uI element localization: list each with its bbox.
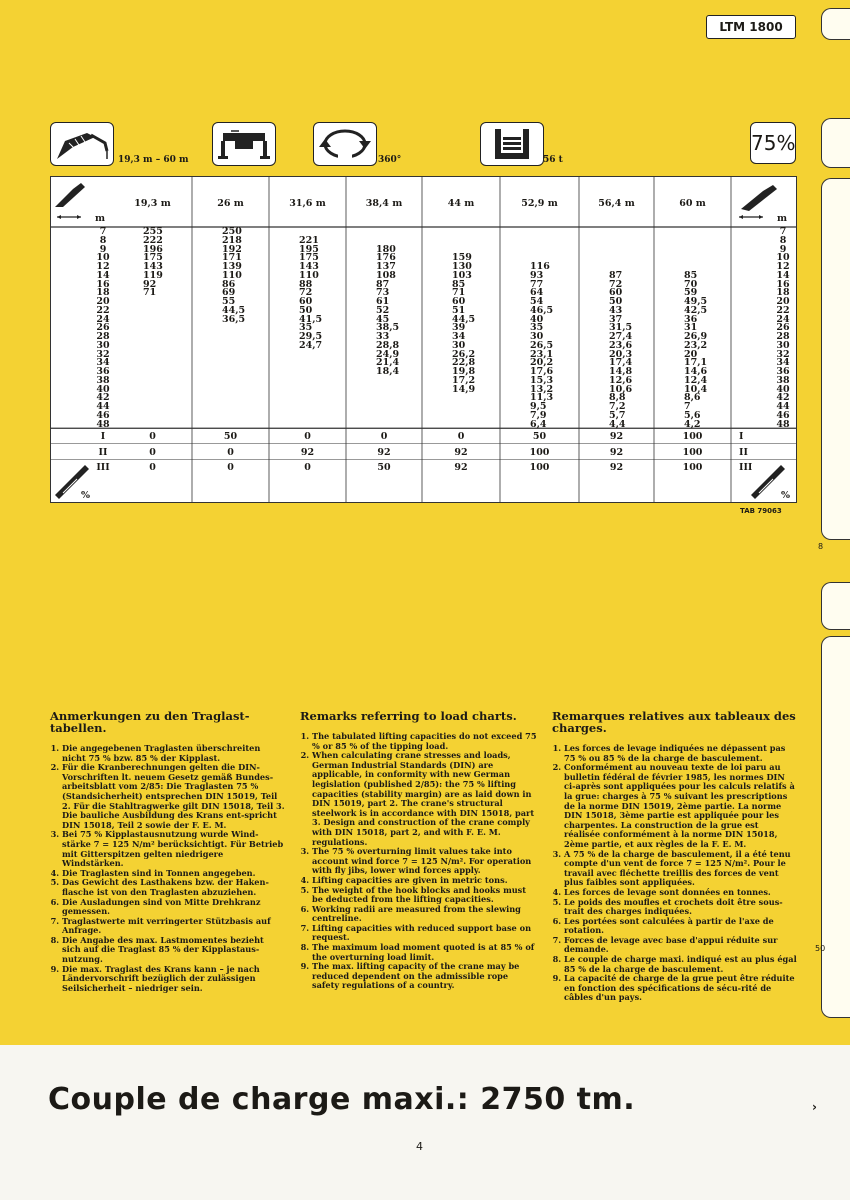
- load-value: 70: [684, 278, 698, 290]
- radius-value-right: 22: [776, 304, 790, 316]
- load-value: 137: [376, 261, 396, 272]
- load-value: 13,2: [530, 383, 554, 395]
- counterweight-icon-box: [480, 122, 544, 166]
- remarks-en-item: 9. The max. lifting capacity of the crane may be reduced dependent on the admissible rope safety regulations of a country.: [312, 962, 538, 991]
- load-value: 19,8: [452, 366, 476, 377]
- boom-length-label: 19,3 m – 60 m: [118, 155, 189, 165]
- load-value: 176: [376, 252, 396, 264]
- load-value: 52: [376, 304, 390, 316]
- telescope-section-label-right: I: [739, 431, 744, 443]
- load-value: 7,9: [530, 409, 547, 421]
- slewing-icon: [314, 123, 376, 165]
- load-value: 26,5: [530, 339, 554, 351]
- slewing-label: 360°: [378, 155, 402, 165]
- boom-length-header: 44 m: [447, 198, 475, 209]
- load-value: 171: [222, 252, 242, 264]
- load-value: 196: [143, 243, 163, 255]
- telescope-percent-value: 100: [682, 446, 703, 458]
- load-value: 17,4: [609, 357, 633, 369]
- boom-length-header: 26 m: [217, 198, 244, 209]
- radius-value-right: 26: [776, 322, 790, 334]
- load-value: 17,1: [684, 357, 708, 369]
- load-value: 61: [376, 296, 390, 307]
- load-value: 49,5: [684, 296, 708, 307]
- edge-mark-8: 8: [818, 542, 824, 551]
- load-value: 108: [376, 269, 396, 281]
- radius-value-right: 38: [776, 374, 790, 386]
- remarks-german-list: [50, 744, 285, 993]
- remarks-english-title: Remarks referring to load charts.: [300, 709, 517, 723]
- load-value: 29,5: [299, 331, 323, 342]
- edge-tab-middle: [821, 582, 850, 630]
- remarks-fr-item: 6. Les portées sont calculées à partir de l'axe de rotation.: [564, 917, 797, 936]
- radius-value-right: 48: [776, 418, 790, 430]
- load-value: 26,9: [684, 331, 708, 342]
- radius-value-left: 16: [96, 278, 110, 290]
- load-value: 42,5: [684, 304, 708, 316]
- load-value: 8,8: [609, 392, 626, 404]
- outrigger-icon: [213, 123, 275, 165]
- load-value: 87: [376, 278, 390, 290]
- load-value: 64: [530, 287, 544, 299]
- radius-value-right: 24: [776, 313, 790, 325]
- load-value: 21,4: [376, 357, 400, 369]
- radius-value-right: 30: [776, 339, 790, 351]
- counterweight-label: 56 t: [543, 155, 563, 165]
- load-value: 24,7: [299, 339, 323, 351]
- load-value: 44,5: [222, 304, 246, 316]
- telescope-percent-value: 92: [609, 462, 624, 474]
- telescope-section-label-right: II: [739, 446, 748, 458]
- telescope-percent-value: 0: [149, 446, 156, 458]
- load-value: 72: [609, 278, 623, 290]
- boom-length-header: 38,4 m: [365, 198, 403, 209]
- load-value: 110: [222, 269, 242, 281]
- load-value: 17,6: [530, 366, 554, 377]
- load-value: 60: [299, 296, 313, 307]
- load-value: 71: [452, 287, 466, 299]
- load-value: 15,3: [530, 374, 554, 386]
- radius-value-right: 12: [776, 261, 790, 272]
- radius-value-left: 10: [96, 252, 110, 264]
- radius-crane-icon-right: [739, 185, 777, 219]
- percent-badge: 75%: [750, 122, 796, 164]
- radius-value-right: 46: [776, 409, 790, 421]
- telescope-percent-value: 0: [149, 462, 156, 474]
- telescope-percent-value: 100: [682, 431, 703, 443]
- load-value: 218: [222, 234, 242, 246]
- load-value: 20: [684, 348, 698, 360]
- load-value: 38,5: [376, 322, 400, 334]
- radius-value-right: 7: [779, 226, 787, 237]
- telescope-percent-value: 0: [457, 431, 465, 443]
- remarks-en-item: 3. The 75 % overturning limit values take into account wind force 7 = 125 N/m². For operation with fly jibs, lower wind forces apply.: [312, 847, 538, 876]
- radius-value-right: 32: [776, 348, 790, 360]
- remarks-french-title: Remarques relatives aux tableaux des charges.: [552, 709, 796, 735]
- radius-value-left: 8: [99, 234, 107, 246]
- load-value: 23,1: [530, 348, 554, 360]
- remarks-de-item: 6. Die Ausladungen sind von Mitte Drehkranz gemessen.: [62, 898, 285, 917]
- load-value: 23,2: [684, 339, 708, 351]
- radius-value-left: 7: [99, 226, 107, 237]
- radius-value-left: 28: [96, 331, 110, 342]
- edge-tab-icons: [821, 118, 850, 168]
- load-value: 175: [299, 252, 319, 264]
- radius-value-left: 46: [96, 409, 110, 421]
- load-value: 5,7: [609, 409, 626, 421]
- telescope-percent-value: 92: [377, 446, 391, 458]
- telescope-percent-value: 100: [682, 462, 703, 474]
- load-value: 14,9: [452, 383, 476, 395]
- load-value: 85: [452, 278, 466, 290]
- radius-value-left: 18: [96, 287, 110, 299]
- radius-value-left: 48: [96, 418, 110, 430]
- load-value: 87: [609, 269, 623, 281]
- load-value: 43: [609, 304, 623, 316]
- remarks-german-title: Anmerkungen zu den Traglast-tabellen.: [50, 709, 250, 735]
- load-value: 60: [609, 287, 623, 299]
- telescope-percent-value: 0: [380, 431, 388, 443]
- load-value: 110: [299, 269, 319, 281]
- load-value: 22,8: [452, 357, 476, 369]
- radius-value-right: 28: [776, 331, 790, 342]
- radius-crane-icon: [55, 183, 85, 219]
- telescope-percent-value: 92: [454, 446, 468, 458]
- telescope-section-label-right: III: [739, 462, 753, 474]
- load-value: 11,3: [530, 392, 554, 404]
- load-value: 143: [143, 261, 163, 272]
- load-value: 116: [530, 261, 550, 272]
- radius-value-right: 18: [776, 287, 790, 299]
- remarks-fr-item: 3. A 75 % de la charge de basculement, il a été tenu compte d'un vent de force 7 = 125 N/m². Pour le travail avec fléchette treillis des forces de vent plus faibles sont appliquées.: [564, 850, 797, 888]
- load-value: 92: [143, 278, 157, 290]
- load-value: 119: [143, 269, 163, 281]
- radius-value-right: 42: [776, 392, 790, 404]
- load-value: 143: [299, 261, 319, 272]
- remarks-en-item: 2. When calculating crane stresses and loads, German Industrial Standards (DIN) are applicable, in conformity with new German legislation (published 2/85): the 75 % lifting capacities (stability margin) are as laid down in DIN 15019, part 2. The crane's structural steelwork is in accordance with DIN 15018, part 3. Design and construction of the crane comply with DIN 15018, part 2, and with F. E. M. regulations.: [312, 751, 538, 847]
- telescope-percent-value: 92: [454, 462, 468, 474]
- load-value: 28,8: [376, 339, 400, 351]
- edge-tab-top: [821, 8, 850, 40]
- telescope-section-label: II: [98, 446, 108, 458]
- radius-value-left: 22: [96, 304, 110, 316]
- load-value: 24,9: [376, 348, 400, 360]
- radius-value-right: 9: [779, 243, 787, 255]
- boom-length-header: 56,4 m: [598, 198, 635, 209]
- percent-unit-label: %: [81, 490, 91, 501]
- radius-value-left: 9: [99, 243, 107, 255]
- remarks-en-item: 7. Lifting capacities with reduced support base on request.: [312, 924, 538, 943]
- telescope-percent-value: 0: [227, 446, 234, 458]
- radius-value-right: 16: [776, 278, 790, 290]
- remarks-fr-item: 9. La capacité de charge de la grue peut être réduite en fonction des spécifications de sécu-rité de câbles d'un pays.: [564, 974, 797, 1003]
- load-value: 23,6: [609, 339, 633, 351]
- remarks-en-item: 6. Working radii are measured from the slewing centreline.: [312, 905, 538, 924]
- remarks-de-item: 3. Bei 75 % Kipplastausnutzung wurde Wind-stärke 7 = 125 N/m² berücksichtigt. Für Betrieb mit Gitterspitzen gelten niedrigere Windstärken.: [62, 830, 285, 868]
- remarks-english-list: [300, 732, 538, 991]
- load-value: 250: [222, 226, 242, 237]
- load-value: 180: [376, 243, 396, 255]
- remarks-de-item: 2. Für die Kranberechnungen gelten die DIN-Vorschriften lt. neuem Gesetz gemäß Bundes-arbeitsblatt vom 2/85: Die Traglasten 75 % (Standsicherheit) entsprechen DIN 15019, Teil 2. Für die Stahltragwerke gilt DIN 15018, Teil 3. Die bauliche Ausbildung des Krans ent-spricht DIN 15018, Teil 2 sowie der F. E. M.: [62, 763, 285, 830]
- load-value: 71: [143, 287, 157, 299]
- edge-tab-table: [821, 178, 850, 540]
- remarks-german: [50, 710, 285, 993]
- load-chart-table: [50, 176, 797, 503]
- radius-value-left: 38: [96, 374, 110, 386]
- radius-value-right: 40: [776, 383, 790, 395]
- load-value: 35: [299, 322, 313, 334]
- load-value: 14,8: [609, 366, 633, 377]
- radius-value-right: 34: [776, 357, 790, 369]
- load-value: 139: [222, 261, 242, 272]
- radius-value-left: 14: [96, 269, 110, 281]
- load-value: 130: [452, 261, 472, 272]
- load-value: 6,4: [530, 418, 547, 430]
- load-value: 222: [143, 234, 163, 246]
- load-value: 93: [530, 269, 544, 281]
- telescope-percent-value: 50: [532, 431, 547, 443]
- load-value: 27,4: [609, 331, 633, 342]
- edge-mark-50: 50: [815, 944, 826, 953]
- load-value: 30: [452, 339, 466, 351]
- radius-value-right: 8: [779, 234, 787, 246]
- load-value: 26,2: [452, 348, 476, 360]
- load-value: 4,4: [609, 418, 626, 430]
- load-value: 35: [530, 322, 544, 334]
- radius-value-left: 30: [96, 339, 110, 351]
- telescope-section-label: III: [96, 462, 110, 474]
- telescope-percent-value: 50: [223, 431, 238, 443]
- load-value: 73: [376, 287, 390, 299]
- radius-value-right: 36: [776, 366, 790, 377]
- percent-unit-label-right: %: [781, 490, 791, 501]
- load-value: 10,6: [609, 383, 633, 395]
- counterweight-icon: [481, 123, 543, 165]
- radius-value-left: 40: [96, 383, 110, 395]
- remarks-en-item: 4. Lifting capacities are given in metric tons.: [312, 876, 538, 886]
- load-value: 195: [299, 243, 319, 255]
- boom-length-header: 19,3 m: [134, 198, 171, 209]
- radius-value-right: 44: [776, 401, 790, 412]
- telescope-percent-value: 100: [529, 462, 550, 474]
- radius-value-left: 20: [96, 296, 110, 307]
- load-value: 10,4: [684, 383, 708, 395]
- telescope-percent-value: 0: [304, 462, 311, 474]
- remarks-de-item: 5. Das Gewicht des Lasthakens bzw. der Haken-flasche ist von den Traglasten abzuziehen.: [62, 878, 285, 897]
- load-value: 72: [299, 287, 313, 299]
- load-value: 44,5: [452, 313, 476, 325]
- table-reference: TAB 79063: [740, 507, 782, 515]
- remarks-en-item: 1. The tabulated lifting capacities do not exceed 75 % or 85 % of the tipping load.: [312, 732, 538, 751]
- load-value: 33: [376, 331, 390, 342]
- load-value: 12,4: [684, 374, 708, 386]
- load-value: 192: [222, 243, 242, 255]
- radius-value-left: 44: [96, 401, 110, 412]
- load-value: 54: [530, 296, 544, 307]
- radius-unit-label-right: m: [777, 213, 788, 224]
- radius-value-left: 42: [96, 392, 110, 404]
- load-value: 69: [222, 287, 236, 299]
- telescope-percent-value: 0: [227, 462, 234, 474]
- load-value: 55: [222, 296, 236, 307]
- load-value: 51: [452, 304, 466, 316]
- load-value: 60: [452, 296, 466, 307]
- load-value: 39: [452, 322, 466, 334]
- page-number: 4: [416, 1140, 423, 1153]
- radius-value-left: 34: [96, 357, 110, 369]
- load-value: 34: [452, 331, 466, 342]
- load-value: 37: [609, 313, 623, 325]
- load-value: 20,3: [609, 348, 633, 360]
- load-value: 31: [684, 322, 698, 334]
- remarks-french-list: [552, 744, 797, 1003]
- load-value: 36,5: [222, 313, 246, 325]
- telescope-percent-value: 100: [529, 446, 550, 458]
- load-value: 159: [452, 252, 472, 264]
- next-page-arrow-icon: ›: [812, 1100, 817, 1114]
- remarks-fr-item: 1. Les forces de levage indiquées ne dépassent pas 75 % ou 85 % de la charge de basculement.: [564, 744, 797, 763]
- boom-icon: [51, 123, 113, 165]
- load-value: 8,6: [684, 392, 701, 404]
- radius-value-left: 32: [96, 348, 110, 360]
- radius-value-left: 36: [96, 366, 110, 377]
- load-value: 103: [452, 269, 472, 281]
- remarks-de-item: 8. Die Angabe des max. Lastmomentes bezieht sich auf die Traglast 85 % der Kipplastaus-nutzung.: [62, 936, 285, 965]
- remarks-de-item: 9. Die max. Traglast des Krans kann – je nach Ländervorschrift bezüglich der zulässigen Seilsicherheit – niedriger sein.: [62, 965, 285, 994]
- boom-icon-box: [50, 122, 114, 166]
- load-value: 31,5: [609, 322, 633, 334]
- boom-length-header: 52,9 m: [521, 198, 558, 209]
- load-value: 175: [143, 252, 163, 264]
- radius-unit-label: m: [95, 213, 106, 224]
- load-value: 50: [609, 296, 623, 307]
- load-value: 12,6: [609, 374, 633, 386]
- outrigger-icon-box: [212, 122, 276, 166]
- boom-length-header: 31,6 m: [289, 198, 326, 209]
- remarks-fr-item: 8. Le couple de charge maxi. indiqué est au plus égal 85 % de la charge de basculement.: [564, 955, 797, 974]
- remarks-fr-item: 7. Forces de levage avec base d'appui réduite sur demande.: [564, 936, 797, 955]
- load-value: 36: [684, 313, 698, 325]
- max-load-moment-title: Couple de charge maxi.: 2750 tm.: [48, 1082, 636, 1117]
- remarks-english: [300, 710, 538, 991]
- remarks-en-item: 8. The maximum load moment quoted is at 85 % of the overturning load limit.: [312, 943, 538, 962]
- load-value: 59: [684, 287, 698, 299]
- load-value: 50: [299, 304, 313, 316]
- load-value: 45: [376, 313, 390, 325]
- radius-value-right: 20: [776, 296, 790, 307]
- model-badge: LTM 1800: [706, 15, 796, 39]
- radius-value-left: 12: [96, 261, 110, 272]
- load-value: 5,6: [684, 409, 701, 421]
- load-value: 255: [143, 226, 163, 237]
- slewing-icon-box: [313, 122, 377, 166]
- remarks-en-item: 5. The weight of the hook blocks and hooks must be deducted from the lifting capacities.: [312, 886, 538, 905]
- telescope-section-label: I: [100, 431, 106, 443]
- radius-value-left: 26: [96, 322, 110, 334]
- remarks-fr-item: 5. Le poids des moufles et crochets doit être sous-trait des charges indiquées.: [564, 898, 797, 917]
- load-value: 17,2: [452, 374, 476, 386]
- telescope-percent-value: 50: [377, 462, 391, 474]
- remarks-fr-item: 2. Conformément au nouveau texte de loi paru au bulletin fédéral de février 1985, les normes DIN ci-après sont appliquées pour les calculs relatifs à la grue: charges à 75 % suivant les prescriptions de la norme DIN 15019, 2ème partie. La norme DIN 15018, 3ème partie est appliquée pour les charpentes. La construction de la grue est réalisée conformément à la norme DIN 15018, 2ème partie, et aux règles de la F. E. M.: [564, 763, 797, 849]
- load-value: 86: [222, 278, 236, 290]
- telescope-percent-value: 92: [300, 446, 315, 458]
- load-value: 41,5: [299, 313, 323, 325]
- load-value: 7,2: [609, 401, 626, 412]
- telescope-percent-value: 92: [609, 446, 624, 458]
- telescope-percent-value: 92: [609, 431, 624, 443]
- load-value: 88: [299, 278, 313, 290]
- load-value: 46,5: [530, 304, 554, 316]
- load-value: 9,5: [530, 401, 547, 412]
- radius-value-left: 24: [96, 313, 110, 325]
- load-value: 30: [530, 331, 544, 342]
- load-value: 20,2: [530, 357, 554, 369]
- radius-value-right: 10: [776, 252, 790, 264]
- footer-panel: [0, 1045, 850, 1200]
- edge-tab-lower: [821, 636, 850, 1018]
- remarks-fr-item: 4. Les forces de levage sont données en tonnes.: [564, 888, 797, 898]
- remarks-de-item: 7. Traglastwerte mit verringerter Stützbasis auf Anfrage.: [62, 917, 285, 936]
- remarks-de-item: 1. Die angegebenen Traglasten überschreiten nicht 75 % bzw. 85 % der Kipplast.: [62, 744, 285, 763]
- load-value: 4,2: [684, 418, 701, 430]
- load-value: 14,6: [684, 366, 708, 377]
- load-value: 77: [530, 278, 544, 290]
- remarks-french: [552, 710, 797, 1003]
- radius-value-right: 14: [776, 269, 790, 281]
- telescope-percent-value: 0: [149, 431, 156, 443]
- boom-length-header: 60 m: [679, 198, 706, 209]
- load-value: 40: [530, 313, 544, 325]
- telescope-percent-value: 0: [304, 431, 311, 443]
- load-value: 7: [684, 401, 691, 412]
- load-value: 85: [684, 269, 698, 281]
- telescoping-icon-right: [751, 465, 785, 499]
- load-value: 221: [299, 234, 319, 246]
- remarks-de-item: 4. Die Traglasten sind in Tonnen angegeben.: [62, 869, 285, 879]
- load-value: 18,4: [376, 366, 400, 377]
